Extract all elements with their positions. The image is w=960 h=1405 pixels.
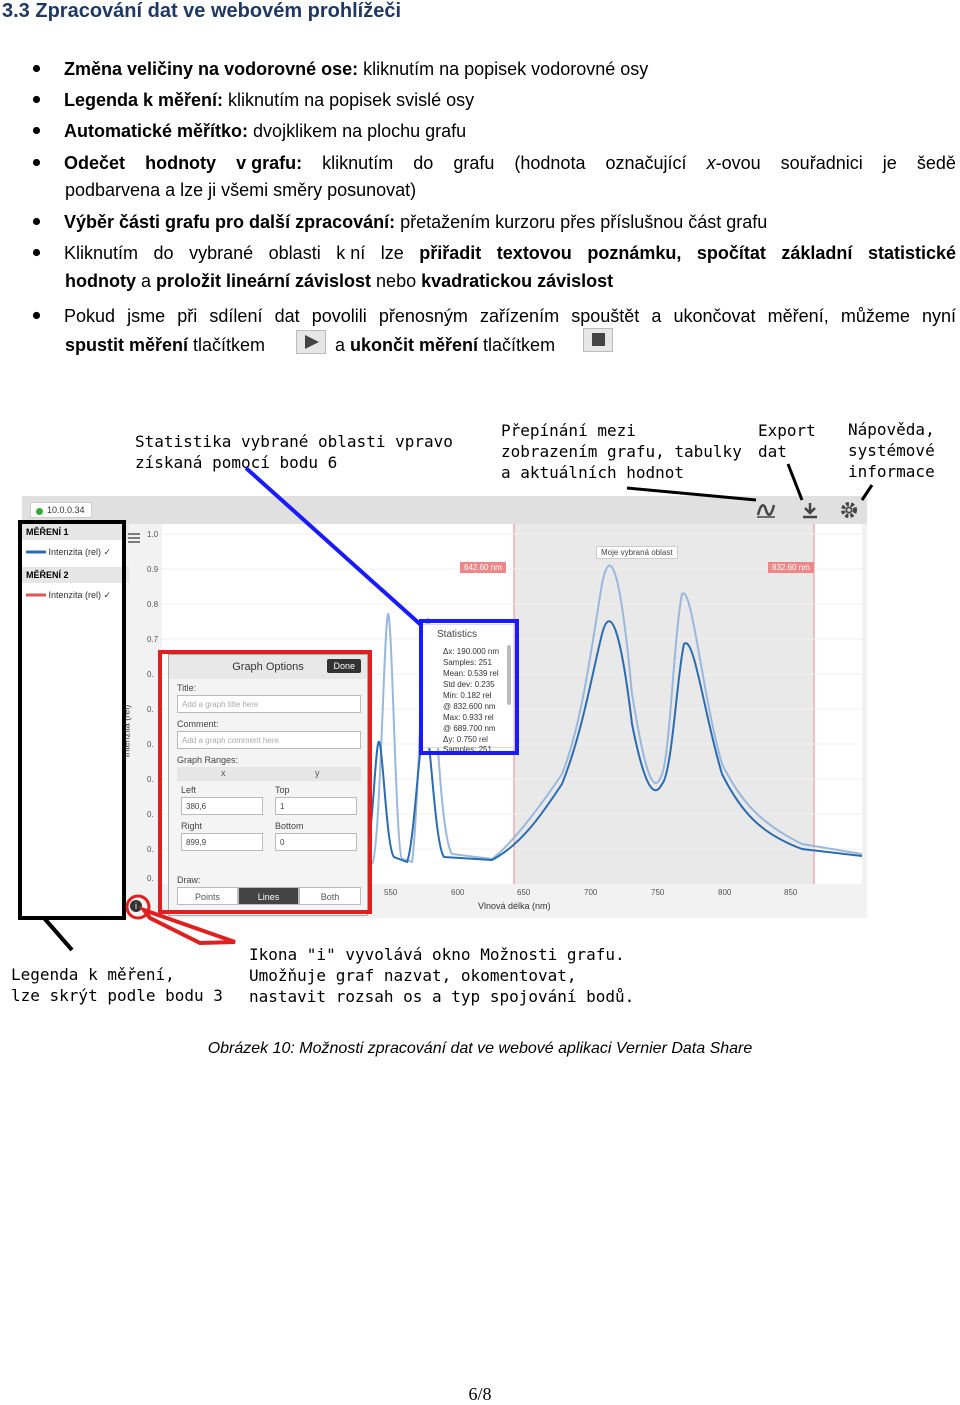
- annotation-info: Ikona "i" vyvolává okno Možnosti grafu. Umožňuje graf nazvat, okomentovat, nastavit rozsah os a typ spojování bodů.: [249, 945, 635, 1006]
- right-label: Right: [181, 821, 203, 831]
- x-tick: 700: [584, 888, 598, 897]
- stat-row: Samples: 251: [443, 745, 492, 754]
- bullet-6-text: a: [135, 271, 156, 291]
- bullet-4-word: (hodnota: [514, 153, 586, 173]
- bullet-4-word: v grafu:: [236, 153, 303, 173]
- stat-row: @ 832.600 nm: [443, 702, 496, 711]
- bullet-5-bold: Výběr části grafu pro další zpracování:: [64, 212, 396, 232]
- stat-row: @ 689.700 nm: [443, 724, 496, 733]
- annotation-switch: Přepínání mezi zobrazením grafu, tabulky a aktuálních hodnot: [501, 421, 742, 482]
- bullet-6-word: statistické: [867, 243, 956, 263]
- bullet-6-word: Kliknutím: [64, 243, 139, 263]
- section-heading: 3.3 Zpracování dat ve webovém prohlížeči: [2, 0, 402, 22]
- annotation-help: Nápověda, systémové informace: [848, 420, 935, 481]
- bullet-4-word: kliknutím: [322, 153, 394, 173]
- bullet-6-word: oblasti: [268, 243, 321, 263]
- bullet-6-word: poznámku,: [587, 243, 682, 263]
- stat-row: Samples: 251: [443, 658, 492, 667]
- right-range-input[interactable]: 899,9: [181, 833, 263, 851]
- bullet-4-word: hodnoty: [145, 153, 217, 173]
- legend-header-2[interactable]: MĚŘENÍ 2: [22, 567, 129, 583]
- legend-highlight: [20, 522, 124, 918]
- stat-row: Max: 0.933 rel: [443, 713, 494, 722]
- dialog-highlight: [160, 652, 370, 912]
- bullet-5-text: přetažením kurzoru přes příslušnou část grafu: [395, 212, 768, 232]
- bullet-3-text: dvojklikem na plochu grafu: [248, 121, 467, 141]
- annotation-stats: Statistika vybrané oblasti vpravo získaná pomocí bodu 6: [135, 432, 453, 472]
- bullet-4-word: do: [413, 153, 434, 173]
- top-range-input[interactable]: 1: [275, 797, 357, 815]
- statistics-title: Statistics: [437, 629, 478, 640]
- y-tick: 0.7: [147, 635, 159, 644]
- start-measure-bold: spustit měření: [65, 335, 189, 355]
- x-tick: 750: [651, 888, 665, 897]
- x-tick: 850: [784, 888, 798, 897]
- bullet-4-italic: x: [706, 153, 716, 173]
- done-button[interactable]: Done: [327, 659, 361, 673]
- y-tick: 0.: [147, 845, 154, 854]
- bullet-6-word: základní: [781, 243, 853, 263]
- cursor-badge-right[interactable]: 832.60 nm: [768, 562, 814, 573]
- draw-lines-button[interactable]: Lines: [238, 887, 299, 905]
- bullet-6-word: spočítat: [696, 243, 766, 263]
- bullet-4-word: šedě: [916, 153, 956, 173]
- bullet-6-bold: kvadratickou závislost: [421, 271, 614, 291]
- x-tick: 600: [451, 888, 465, 897]
- dialog-title-text: Graph Options: [232, 661, 304, 673]
- bullet-6-word: lze: [380, 243, 404, 263]
- bullet-6-bold: proložit lineární závislost: [156, 271, 372, 291]
- bullet-2-bold: Legenda k měření:: [64, 90, 224, 110]
- bullet-6-text: nebo: [371, 271, 422, 291]
- stat-row: Min: 0.182 rel: [443, 691, 492, 700]
- legend-item-2[interactable]: Intenzita (rel) ✓: [26, 590, 111, 601]
- bullet-4-suffix: -ovou: [715, 153, 761, 173]
- draw-label: Draw:: [177, 875, 201, 885]
- bullet-7-text: a: [335, 335, 351, 355]
- bullet-6-word: vybrané: [189, 243, 254, 263]
- info-icon[interactable]: i: [130, 900, 142, 912]
- selection-label[interactable]: Moje vybraná oblast: [596, 546, 678, 559]
- x-tick: 800: [718, 888, 732, 897]
- col-y: y: [315, 768, 320, 778]
- y-tick: 0.: [147, 775, 154, 784]
- bullet-4-word: souřadnici: [780, 153, 863, 173]
- bullet-6-bold: hodnoty: [65, 271, 136, 291]
- top-label: Top: [275, 785, 290, 795]
- page-number: 6/8: [468, 1384, 492, 1404]
- comment-placeholder: Add a graph comment here: [182, 736, 279, 745]
- ranges-label: Graph Ranges:: [177, 755, 239, 765]
- y-axis-label[interactable]: Intenzita (rel): [121, 704, 132, 758]
- ip-address: 10.0.0.34: [47, 505, 85, 515]
- figure-caption: Obrázek 10: Možnosti zpracování dat ve webové aplikaci Vernier Data Share: [207, 1040, 753, 1057]
- bottom-range-input[interactable]: 0: [275, 833, 357, 851]
- y-tick: 0.8: [147, 600, 159, 609]
- legend-item-1-label: Intenzita (rel): [48, 547, 102, 557]
- stats-highlight: [421, 621, 517, 753]
- bullet-7-line1: Pokud jsme při sdílení dat povolili přenosným zařízením spouštět a ukončovat měření, můžeme nyní: [64, 306, 956, 326]
- y-tick: 1.0: [147, 530, 159, 539]
- annotation-legend: Legenda k měření, lze skrýt podle bodu 3: [11, 965, 223, 1005]
- y-tick: 0.9: [147, 565, 159, 574]
- y-tick: 0.: [147, 670, 154, 679]
- bullet-6-word: přiřadit: [419, 243, 482, 263]
- x-axis-label[interactable]: Vlnová délka (nm): [478, 901, 551, 911]
- cursor-badge-left[interactable]: 642.60 nm: [460, 562, 506, 573]
- bullet-4-word: grafu: [453, 153, 495, 173]
- y-tick: 0.: [147, 740, 154, 749]
- bullet-6-word: k ní: [336, 243, 366, 263]
- x-tick: 650: [517, 888, 531, 897]
- title-label: Title:: [177, 683, 197, 693]
- bullet-7-text: tlačítkem: [478, 335, 556, 355]
- legend-header-1[interactable]: MĚŘENÍ 1: [22, 524, 129, 540]
- y-tick: 0.: [147, 705, 154, 714]
- stat-row: Δx: 190.000 nm: [443, 647, 500, 656]
- stat-row: Mean: 0.539 rel: [443, 669, 499, 678]
- bullet-4-line2: podbarvena a lze ji všemi směry posunovat): [65, 180, 417, 200]
- y-tick: 0.: [147, 874, 154, 883]
- left-label: Left: [181, 785, 197, 795]
- draw-both-button[interactable]: Both: [299, 887, 361, 905]
- bullet-4-word: je: [882, 153, 897, 173]
- bullet-2-text: kliknutím na popisek svislé osy: [223, 90, 475, 110]
- bullet-3-bold: Automatické měřítko:: [64, 121, 249, 141]
- y-tick: 0.: [147, 810, 154, 819]
- x-tick: 550: [384, 888, 398, 897]
- title-placeholder: Add a graph title here: [182, 700, 259, 709]
- bullet-1-text: kliknutím na popisek vodorovné osy: [358, 59, 649, 79]
- bottom-label: Bottom: [275, 821, 304, 831]
- bullet-6-word: do: [153, 243, 174, 263]
- bullet-7-text: tlačítkem: [188, 335, 266, 355]
- comment-label: Comment:: [177, 719, 219, 729]
- bullet-4-word: označující: [605, 153, 687, 173]
- draw-points-button[interactable]: Points: [177, 887, 238, 905]
- legend-item-2-label: Intenzita (rel): [48, 590, 102, 600]
- col-x: x: [221, 768, 226, 778]
- bullet-1-bold: Změna veličiny na vodorovné ose:: [64, 59, 359, 79]
- bullet-6-word: textovou: [496, 243, 572, 263]
- left-range-input[interactable]: 380,6: [181, 797, 263, 815]
- stat-row: Std dev: 0.235: [443, 680, 495, 689]
- annotation-export: Export dat: [758, 421, 816, 461]
- stat-row: Δy: 0.750 rel: [443, 735, 488, 744]
- bullet-4-word: Odečet: [64, 153, 126, 173]
- legend-item-1[interactable]: Intenzita (rel) ✓: [26, 547, 111, 558]
- stop-measure-bold: ukončit měření: [350, 335, 479, 355]
